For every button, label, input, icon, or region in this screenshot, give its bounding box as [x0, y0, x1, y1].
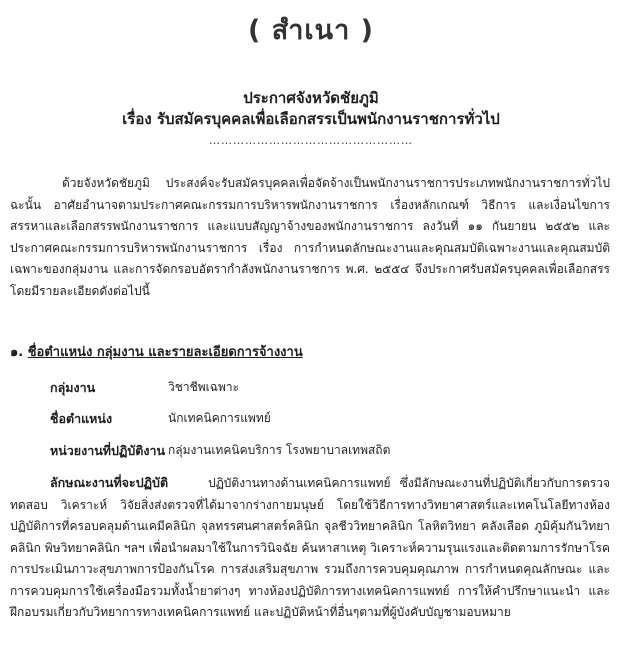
detail-label: ชื่อตำแหน่ง: [50, 411, 113, 426]
detail-label: หน่วยงานที่ปฏิบัติงาน: [50, 443, 166, 458]
detail-value: วิชาชีพเฉพาะ: [168, 380, 240, 394]
intro-paragraph: ด้วยจังหวัดชัยภูมิ ประสงค์จะรับสมัครบุคคลเพื่อจัดจ้างเป็นพนักงานราชการประเภทพนักงานราชการทั่วไป ฉะนั้น อาศัยอำนาจตามประกาศคณะกรรมการบริหารพนักงานราชการ เรื่องหลักเกณฑ์ วิธีการ และเงื่อนไขการสรรหาและเลือกสรรพนักงานราชการ และแบบสัญญาจ้างของพนักงานราชการ ลงวันที่ ๑๑ กันยายน ๒๕๕๒ และประกาศคณะกรรมการบริหารพนักงานราชการ เรื่อง การกำหนดลักษณะงานและคุณสมบัติเฉพาะงานและคุณสมบัติเฉพาะของกลุ่มงาน และการจัดกรอบอัตรากำลังพนักงานราชการ พ.ศ. ๒๕๕๔ จึงประกาศรับสมัครบุคคลเพื่อเลือกสรร โดยมีรายละเอียดดังต่อไปนี้: [10, 176, 610, 298]
copy-stamp: ( สำเนา ): [248, 15, 374, 46]
section-title: ชื่อตำแหน่ง กลุ่มงาน และรายละเอียดการจ้างงาน: [27, 345, 303, 360]
announcement-subject: เรื่อง รับสมัครบุคคลเพื่อเลือกสรรเป็นพนักงานราชการทั่วไป: [122, 110, 500, 128]
separator-dots: ……………………………………………: [209, 134, 413, 147]
section-number: ๑.: [10, 345, 24, 360]
job-duty-paragraph: [10, 472, 610, 624]
duty-text: ปฏิบัติงานทางด้านเทคนิคการแพทย์ ซึ่งมีลักษณะงานที่ปฏิบัติเกี่ยวกับการตรวจ ทดสอบ วิเคราะห์ วิจัยสิ่งส่งตรวจที่ได้มาจากร่างกายมนุษย์ โดยใช้วิธีการทางวิทยาศาสตร์และเทคโนโลยีทางห้องปฏิบัติการที่ครอบคลุมด้านเคมีคลินิก จุลทรรศนศาสตร์คลินิก จุลชีววิทยาคลินิก โลหิตวิทยา คลังเลือด ภูมิคุ้มกันวิทยาคลินิก พิษวิทยาคลินิก ฯลฯ เพื่อนำผลมาใช้ในการวินิจฉัย ค้นหาสาเหตุ วิเคราะห์ความรุนแรงและติดตามการรักษาโรค การประเมินภาวะสุขภาพการป้องกันโรค การส่งเสริมสุขภาพ รวมถึงการควบคุมคุณภาพ การกำหนดคุณลักษณะ และการควบคุมการใช้เครื่องมือรวมทั้งน้ำยาต่างๆ ทางห้องปฏิบัติการทางเทคนิคการแพทย์ การให้คำปรึกษาแนะนำ และฝึกอบรมเกี่ยวกับวิทยาการทางเทคนิคการแพทย์ และปฏิบัติหน้าที่อื่นๆตามที่ผู้บังคับบัญชามอบหมาย: [10, 476, 610, 619]
section-heading: [10, 341, 303, 362]
announcement-title: ประกาศจังหวัดชัยภูมิ: [243, 89, 379, 107]
duty-label: ลักษณะงานที่จะปฏิบัติ: [50, 475, 169, 490]
detail-label: กลุ่มงาน: [50, 380, 96, 395]
detail-value: นักเทคนิคการแพทย์: [168, 411, 271, 425]
detail-value: กลุ่มงานเทคนิคบริการ โรงพยาบาลเทพสถิต: [168, 443, 391, 457]
